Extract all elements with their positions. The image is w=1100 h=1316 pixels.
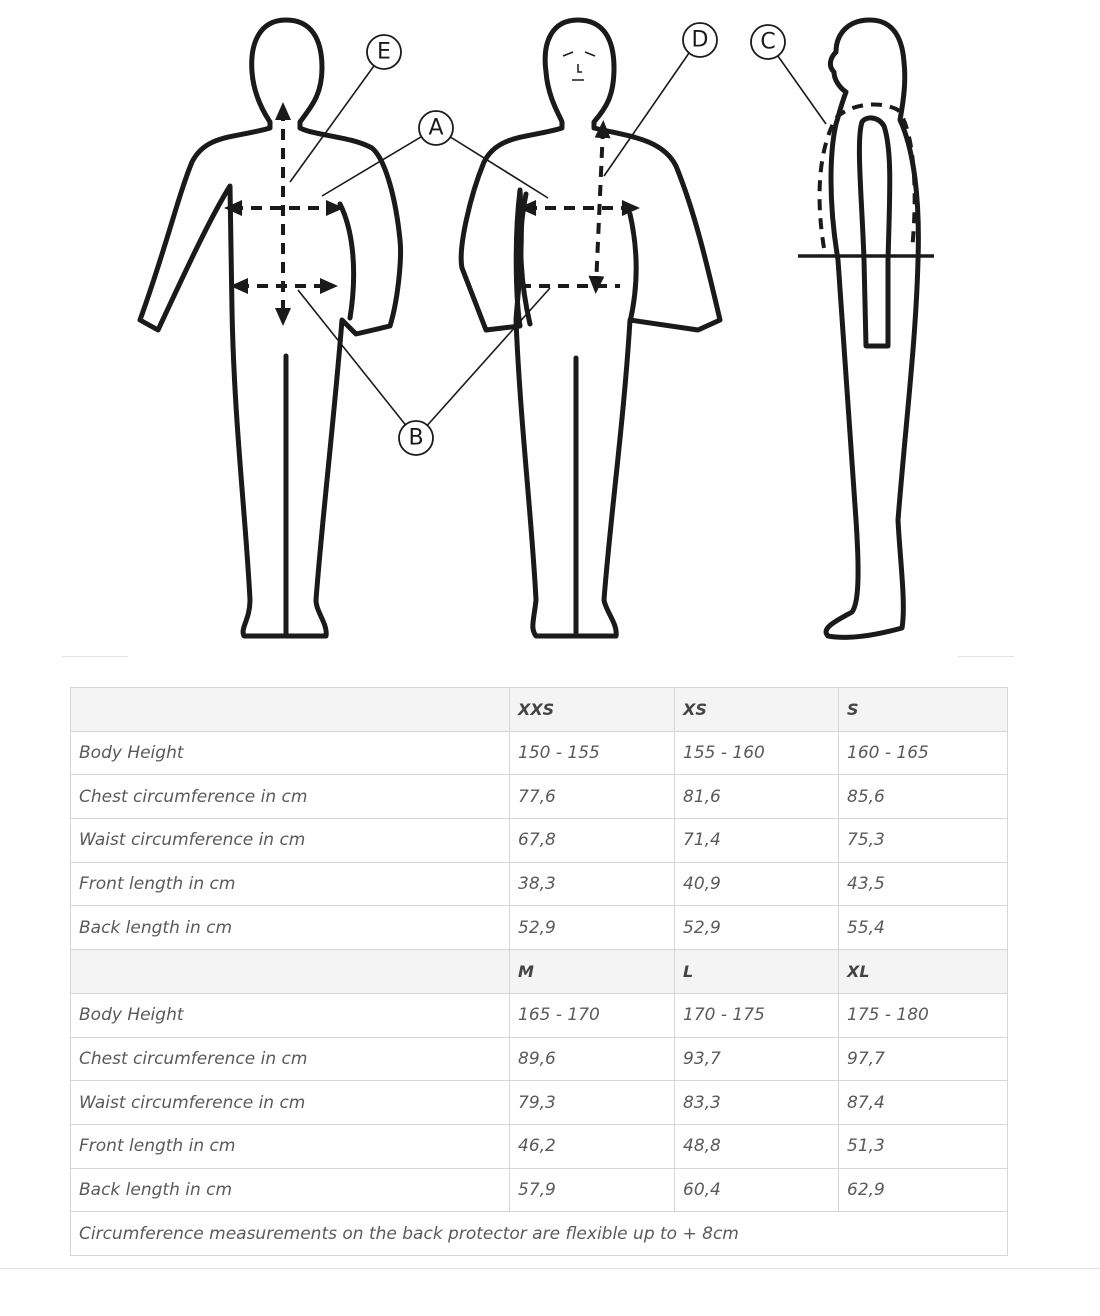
table-cell: 75,3 bbox=[839, 819, 1008, 863]
table-cell: 97,7 bbox=[839, 1037, 1008, 1081]
marker-c bbox=[751, 25, 785, 59]
note-row bbox=[71, 1212, 1008, 1256]
marker-a bbox=[419, 111, 453, 145]
table-cell: 170 - 175 bbox=[675, 993, 839, 1037]
table-cell: 62,9 bbox=[839, 1168, 1008, 1212]
separator-right bbox=[958, 656, 1014, 657]
marker-d bbox=[683, 23, 717, 57]
size-header: XXS bbox=[510, 688, 675, 732]
table-row bbox=[71, 731, 1008, 775]
row-label: Front length in cm bbox=[71, 862, 510, 906]
figure-front-view bbox=[461, 20, 720, 636]
table-cell: 83,3 bbox=[675, 1081, 839, 1125]
size-header: XS bbox=[675, 688, 839, 732]
table-cell: 38,3 bbox=[510, 862, 675, 906]
table-row bbox=[71, 819, 1008, 863]
table-note: Circumference measurements on the back protector are flexible up to + 8cm bbox=[71, 1212, 1008, 1256]
row-label: Body Height bbox=[71, 731, 510, 775]
header-empty-cell bbox=[71, 688, 510, 732]
table-row bbox=[71, 993, 1008, 1037]
table-cell: 77,6 bbox=[510, 775, 675, 819]
svg-text:D: D bbox=[691, 27, 709, 53]
table-row bbox=[71, 1168, 1008, 1212]
size-header-row bbox=[71, 688, 1008, 732]
table-row bbox=[71, 775, 1008, 819]
table-row bbox=[71, 906, 1008, 950]
table-cell: 71,4 bbox=[675, 819, 839, 863]
table-cell: 40,9 bbox=[675, 862, 839, 906]
table-cell: 48,8 bbox=[675, 1124, 839, 1168]
figure-back-view bbox=[140, 20, 401, 636]
svg-text:E: E bbox=[377, 39, 391, 65]
table-cell: 52,9 bbox=[510, 906, 675, 950]
table-cell: 165 - 170 bbox=[510, 993, 675, 1037]
row-label: Chest circumference in cm bbox=[71, 775, 510, 819]
table-cell: 52,9 bbox=[675, 906, 839, 950]
table-row bbox=[71, 862, 1008, 906]
marker-e bbox=[367, 35, 401, 69]
bottom-separator bbox=[0, 1268, 1100, 1269]
table-cell: 175 - 180 bbox=[839, 993, 1008, 1037]
table-cell: 67,8 bbox=[510, 819, 675, 863]
table-cell: 150 - 155 bbox=[510, 731, 675, 775]
table-cell: 89,6 bbox=[510, 1037, 675, 1081]
table-cell: 60,4 bbox=[675, 1168, 839, 1212]
table-cell: 160 - 165 bbox=[839, 731, 1008, 775]
size-header: XL bbox=[839, 950, 1008, 994]
table-cell: 51,3 bbox=[839, 1124, 1008, 1168]
row-label: Chest circumference in cm bbox=[71, 1037, 510, 1081]
svg-text:C: C bbox=[760, 29, 776, 55]
size-header: M bbox=[510, 950, 675, 994]
row-label: Front length in cm bbox=[71, 1124, 510, 1168]
svg-text:B: B bbox=[408, 425, 424, 451]
row-label: Body Height bbox=[71, 993, 510, 1037]
table-cell: 46,2 bbox=[510, 1124, 675, 1168]
table-cell: 57,9 bbox=[510, 1168, 675, 1212]
size-header: L bbox=[675, 950, 839, 994]
table-row bbox=[71, 1124, 1008, 1168]
table-row bbox=[71, 1037, 1008, 1081]
table-cell: 55,4 bbox=[839, 906, 1008, 950]
separator-left bbox=[62, 656, 128, 657]
table-cell: 81,6 bbox=[675, 775, 839, 819]
size-header-row bbox=[71, 950, 1008, 994]
marker-b bbox=[399, 421, 433, 455]
header-empty-cell bbox=[71, 950, 510, 994]
leader-lines bbox=[290, 40, 826, 438]
row-label: Waist circumference in cm bbox=[71, 1081, 510, 1125]
size-header: S bbox=[839, 688, 1008, 732]
size-table bbox=[70, 687, 1008, 1256]
table-row bbox=[71, 1081, 1008, 1125]
row-label: Back length in cm bbox=[71, 906, 510, 950]
table-cell: 87,4 bbox=[839, 1081, 1008, 1125]
row-label: Waist circumference in cm bbox=[71, 819, 510, 863]
table-cell: 93,7 bbox=[675, 1037, 839, 1081]
table-cell: 79,3 bbox=[510, 1081, 675, 1125]
table-cell: 43,5 bbox=[839, 862, 1008, 906]
svg-text:A: A bbox=[428, 115, 444, 141]
table-cell: 85,6 bbox=[839, 775, 1008, 819]
table-cell: 155 - 160 bbox=[675, 731, 839, 775]
row-label: Back length in cm bbox=[71, 1168, 510, 1212]
